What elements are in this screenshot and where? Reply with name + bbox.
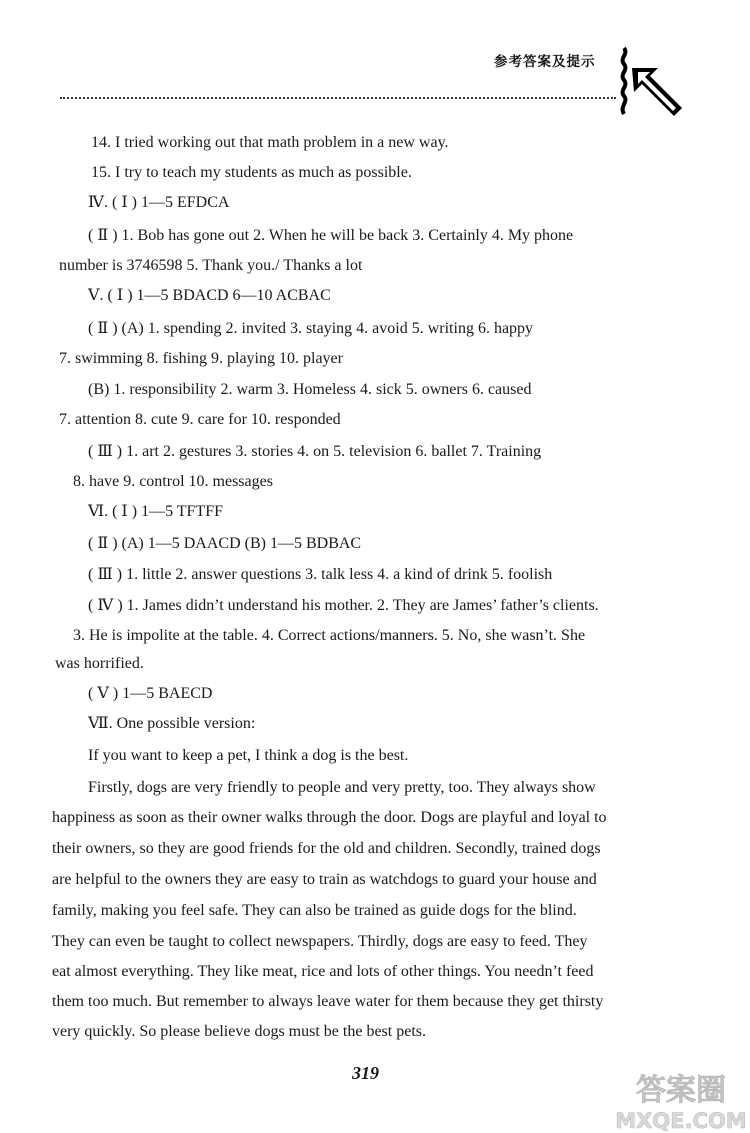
- header-title: 参考答案及提示: [494, 54, 596, 70]
- text-line: Firstly, dogs are very friendly to people and very pretty, too. They always show: [88, 779, 596, 796]
- text-line: them too much. But remember to always leave water for them because they get thirsty: [52, 993, 604, 1010]
- text-line: was horrified.: [55, 655, 144, 672]
- text-line: (B) 1. responsibility 2. warm 3. Homeless 4. sick 5. owners 6. caused: [88, 381, 532, 398]
- page-number: 319: [352, 1063, 379, 1083]
- text-line: 15. I try to teach my students as much as possible.: [91, 164, 412, 181]
- header-divider: [60, 97, 616, 99]
- text-line: very quickly. So please believe dogs must be the best pets.: [52, 1023, 426, 1040]
- text-line: 7. swimming 8. fishing 9. playing 10. player: [59, 350, 343, 367]
- text-line: They can even be taught to collect newspapers. Thirdly, dogs are easy to feed. They: [52, 933, 588, 950]
- watermark-text: 答案圈: [636, 1073, 726, 1108]
- text-line: 8. have 9. control 10. messages: [73, 473, 273, 490]
- text-line: If you want to keep a pet, I think a dog is the best.: [88, 747, 409, 764]
- text-line: Ⅶ. One possible version:: [88, 715, 256, 732]
- text-line: eat almost everything. They like meat, rice and lots of other things. You needn’t feed: [52, 963, 594, 980]
- text-line: are helpful to the owners they are easy to train as watchdogs to guard your house and: [52, 871, 597, 888]
- text-line: Ⅳ. ( Ⅰ ) 1—5 EFDCA: [88, 194, 230, 211]
- text-line: 7. attention 8. cute 9. care for 10. responded: [59, 411, 341, 428]
- text-line: ( Ⅲ ) 1. little 2. answer questions 3. talk less 4. a kind of drink 5. foolish: [88, 566, 553, 583]
- text-line: number is 3746598 5. Thank you./ Thanks a lot: [59, 257, 363, 274]
- arrow-icon: [612, 42, 686, 122]
- text-line: Ⅴ. ( Ⅰ ) 1—5 BDACD 6—10 ACBAC: [88, 287, 331, 304]
- text-line: ( Ⅱ ) 1. Bob has gone out 2. When he will be back 3. Certainly 4. My phone: [88, 227, 574, 244]
- text-line: ( Ⅲ ) 1. art 2. gestures 3. stories 4. on 5. television 6. ballet 7. Training: [88, 443, 542, 460]
- text-line: 3. He is impolite at the table. 4. Correct actions/manners. 5. No, she wasn’t. She: [73, 627, 586, 644]
- text-line: Ⅵ. ( Ⅰ ) 1—5 TFTFF: [88, 503, 224, 520]
- text-line: their owners, so they are good friends for the old and children. Secondly, trained dogs: [52, 840, 601, 857]
- text-line: ( Ⅱ ) (A) 1. spending 2. invited 3. staying 4. avoid 5. writing 6. happy: [88, 320, 534, 337]
- text-line: ( Ⅴ ) 1—5 BAECD: [88, 685, 213, 702]
- text-line: ( Ⅳ ) 1. James didn’t understand his mother. 2. They are James’ father’s clients.: [88, 597, 599, 614]
- text-line: family, making you feel safe. They can also be trained as guide dogs for the blind.: [52, 902, 577, 919]
- text-line: happiness as soon as their owner walks through the door. Dogs are playful and loyal to: [52, 809, 607, 826]
- watermark-url: MXQE.COM: [615, 1109, 747, 1133]
- text-line: 14. I tried working out that math problem in a new way.: [91, 134, 449, 151]
- watermark-logo: [612, 1070, 750, 1133]
- text-line: ( Ⅱ ) (A) 1—5 DAACD (B) 1—5 BDBAC: [88, 535, 362, 552]
